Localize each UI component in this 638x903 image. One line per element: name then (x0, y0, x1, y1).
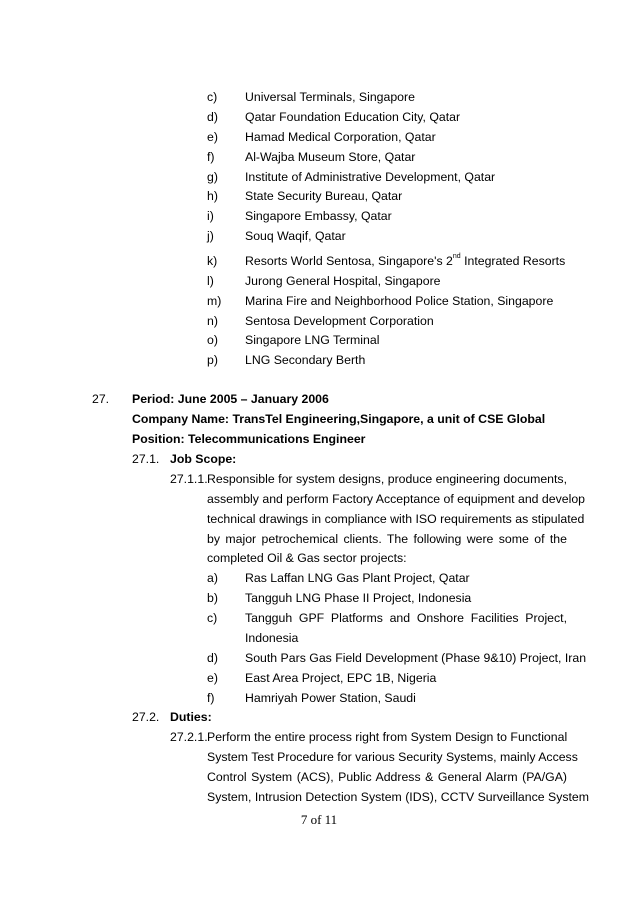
project-letter: c) (207, 611, 218, 625)
item-number: 27.1.1. (170, 472, 208, 486)
list-item-text: Singapore LNG Terminal (245, 333, 380, 347)
list-item-letter: h) (207, 189, 218, 203)
list-item-text (245, 254, 565, 268)
list-item-text: Qatar Foundation Education City, Qatar (245, 110, 461, 124)
list-item-text: Universal Terminals, Singapore (245, 90, 415, 104)
list-item-text: State Security Bureau, Qatar (245, 189, 403, 203)
project-letter: f) (207, 691, 215, 705)
project-text: South Pars Gas Field Development (Phase 9&10) Project, Iran (245, 651, 587, 665)
paragraph-line: assembly and perform Factory Acceptance of equipment and develop (207, 492, 586, 506)
list-item-text-part: Resorts World Sentosa, Singapore's 2 (245, 254, 453, 268)
paragraph-line: by major petrochemical clients. The following were some of the (207, 532, 567, 546)
position-line: Position: Telecommunications Engineer (132, 432, 366, 446)
list-item-text: LNG Secondary Berth (245, 353, 366, 367)
list-item-letter: j) (207, 229, 214, 243)
subsection-title: Duties: (170, 710, 212, 724)
list-item-letter: c) (207, 90, 218, 104)
paragraph-line: Perform the entire process right from System Design to Functional (207, 730, 568, 744)
paragraph-line: System Test Procedure for various Security Systems, mainly Access (207, 750, 578, 764)
paragraph-line: technical drawings in compliance with ISO requirements as stipulated (207, 512, 585, 526)
period-line: Period: June 2005 – January 2006 (132, 392, 329, 406)
project-text: East Area Project, EPC 1B, Nigeria (245, 671, 437, 685)
paragraph-line: Control System (ACS), Public Address & General Alarm (PA/GA) (207, 770, 567, 784)
list-item-letter: g) (207, 170, 218, 184)
list-item-text: Souq Waqif, Qatar (245, 229, 346, 243)
list-item-letter: l) (207, 274, 214, 288)
subsection-title: Job Scope: (170, 452, 237, 466)
list-item-letter: i) (207, 209, 214, 223)
project-text: Tangguh GPF Platforms and Onshore Facilities Project, (245, 611, 567, 625)
list-item-letter: k) (207, 254, 218, 268)
project-text: Tangguh LNG Phase II Project, Indonesia (245, 591, 472, 605)
subsection-number: 27.2. (132, 710, 160, 724)
project-text: Hamriyah Power Station, Saudi (245, 691, 416, 705)
page-number: 7 of 11 (300, 812, 338, 827)
list-item-letter: f) (207, 150, 215, 164)
project-letter: e) (207, 671, 218, 685)
list-item-text: Hamad Medical Corporation, Qatar (245, 130, 436, 144)
list-item-letter: n) (207, 314, 218, 328)
list-item-text: Jurong General Hospital, Singapore (245, 274, 441, 288)
list-item-text: Sentosa Development Corporation (245, 314, 434, 328)
project-letter: a) (207, 571, 218, 585)
paragraph-line: System, Intrusion Detection System (IDS), CCTV Surveillance System (207, 790, 590, 804)
list-item-text: Institute of Administrative Development, Qatar (245, 170, 496, 184)
section-number: 27. (92, 392, 110, 406)
project-letter: b) (207, 591, 218, 605)
list-item-text: Al-Wajba Museum Store, Qatar (245, 150, 416, 164)
superscript: nd (452, 253, 461, 260)
paragraph-line: completed Oil & Gas sector projects: (207, 551, 407, 565)
item-number: 27.2.1. (170, 730, 208, 744)
subsection-number: 27.1. (132, 452, 160, 466)
list-item-letter: e) (207, 130, 218, 144)
list-item-text: Marina Fire and Neighborhood Police Station, Singapore (245, 294, 554, 308)
list-item-letter: o) (207, 333, 218, 347)
project-text: Ras Laffan LNG Gas Plant Project, Qatar (245, 571, 470, 585)
project-letter: d) (207, 651, 218, 665)
company-line: Company Name: TransTel Engineering,Singapore, a unit of CSE Global (132, 412, 546, 426)
paragraph-line: Responsible for system designs, produce engineering documents, (207, 472, 567, 486)
list-item-text-part: Integrated Resorts (460, 254, 566, 268)
list-item-text: Singapore Embassy, Qatar (245, 209, 392, 223)
list-item-letter: d) (207, 110, 218, 124)
list-item-letter: p) (207, 353, 218, 367)
list-item-letter: m) (207, 294, 222, 308)
project-text-continued: Indonesia (245, 631, 299, 645)
